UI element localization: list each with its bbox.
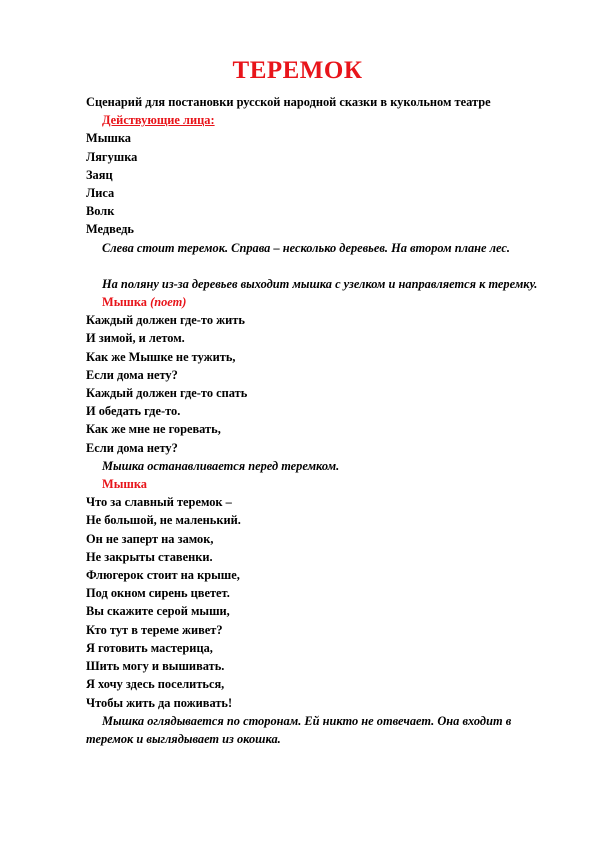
verse-line: И обедать где-то. xyxy=(86,404,181,419)
page-title: ТЕРЕМОК xyxy=(232,57,363,84)
stage-direction: На поляну из-за деревьев выходит мышка с узелком и направляется к теремку. xyxy=(102,276,538,291)
stage-direction: Мышка оглядывается по сторонам. Ей никто не отвечает. Она входит в теремок и выглядывает из окошка. xyxy=(86,713,512,746)
stage-direction: Мышка останавливается перед теремком. xyxy=(102,458,340,473)
verse-line: Под окном сирень цветет. xyxy=(86,586,230,601)
verse-line: Как же мне не горевать, xyxy=(86,422,221,437)
subtitle: Сценарий для постановки русской народной сказки в кукольном театре xyxy=(86,95,491,109)
verse-line: И зимой, и летом. xyxy=(86,331,185,346)
verse-line: Что за славный теремок – xyxy=(86,495,232,510)
verse-line: Каждый должен где-то спать xyxy=(86,386,248,401)
character-item: Заяц xyxy=(86,167,113,182)
speaker-name: Мышка xyxy=(102,295,147,310)
song-lines xyxy=(86,311,551,457)
character-item: Лягушка xyxy=(86,149,138,164)
verse-line: Он не заперт на замок, xyxy=(86,531,214,546)
characters-heading: Действующие лица: xyxy=(102,113,215,128)
speaker-name: Мышка xyxy=(102,477,147,492)
verse-line: Не большой, не маленький. xyxy=(86,513,241,528)
document-body xyxy=(86,93,551,748)
verse-line: Чтобы жить да поживать! xyxy=(86,695,233,710)
verse-line: Каждый должен где-то жить xyxy=(86,313,245,328)
verse-line: Вы скажите серой мыши, xyxy=(86,604,230,619)
verse-line: Шить могу и вышивать. xyxy=(86,659,225,674)
spacer xyxy=(86,257,551,275)
verse-line: Флюгерок стоит на крыше, xyxy=(86,568,240,583)
speaker-line xyxy=(86,293,551,311)
verse-lines xyxy=(86,493,551,711)
verse-line: Я готовить мастерица, xyxy=(86,640,213,655)
character-item: Волк xyxy=(86,204,115,219)
verse-line: Не закрыты ставенки. xyxy=(86,549,213,564)
character-item: Медведь xyxy=(86,222,134,237)
verse-line: Если дома нету? xyxy=(86,367,178,382)
stage-direction: Слева стоит теремок. Справа – несколько деревьев. На втором плане лес. xyxy=(102,240,510,255)
verse-line: Кто тут в тереме живет? xyxy=(86,622,223,637)
character-item: Лиса xyxy=(86,186,115,201)
speaker-note: (поет) xyxy=(150,295,187,310)
verse-line: Я хочу здесь поселиться, xyxy=(86,677,225,692)
speaker-line xyxy=(86,475,551,493)
verse-line: Как же Мышке не тужить, xyxy=(86,349,236,364)
character-item: Мышка xyxy=(86,131,131,146)
verse-line: Если дома нету? xyxy=(86,440,178,455)
characters-list xyxy=(86,129,551,238)
